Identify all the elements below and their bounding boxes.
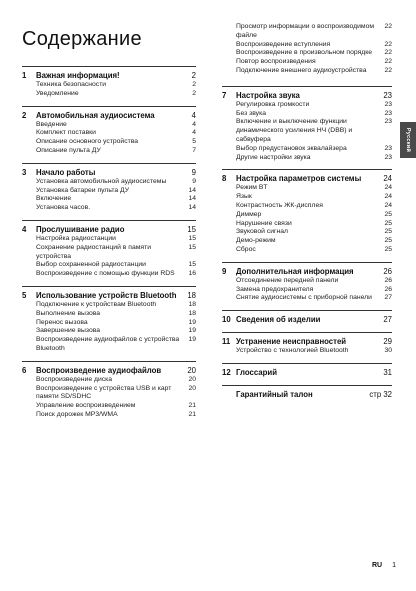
toc-section-page: 29 [383, 337, 392, 347]
toc-item[interactable] [222, 347, 392, 356]
toc-item-title: Воспроизведение в произвольном порядке [236, 49, 373, 57]
toc-section-number: 8 [222, 174, 227, 184]
toc-right-column [222, 23, 392, 407]
toc-item-page: 16 [188, 270, 196, 278]
toc-section [22, 163, 196, 213]
toc-section-number: 1 [22, 71, 27, 80]
toc-item-title: Устройство с технологией Bluetooth [236, 347, 349, 355]
toc-item-title: Повтор воспроизведения [236, 58, 316, 66]
toc-item-page: 14 [188, 204, 196, 212]
toc-item-indent [222, 23, 236, 41]
toc-item[interactable] [222, 41, 392, 50]
toc-section-title: Автомобильная аудиосистема [36, 110, 155, 120]
toc-section-heading[interactable] [222, 91, 392, 101]
toc-section-number [222, 390, 236, 400]
toc-item-page: 21 [188, 402, 196, 410]
toc-item[interactable] [222, 101, 392, 110]
toc-item[interactable] [222, 277, 392, 286]
toc-section [22, 66, 196, 99]
toc-item[interactable] [22, 235, 196, 244]
toc-item-indent [222, 220, 236, 229]
toc-item[interactable] [22, 81, 196, 90]
toc-item-page: 22 [384, 58, 392, 66]
toc-item-title: Режим BT [236, 184, 268, 192]
toc-item-title: Выполнение вызова [36, 309, 101, 317]
toc-item-page: 26 [384, 276, 392, 284]
language-side-tab-label: Русский [405, 127, 412, 153]
toc-item-title: Контрастность ЖК-дисплея [236, 201, 323, 209]
toc-item-page: 23 [384, 118, 392, 126]
toc-section-title: Глоссарий [236, 367, 277, 377]
toc-item-indent [22, 376, 36, 385]
toc-item-indent [222, 347, 236, 356]
toc-item[interactable] [22, 402, 196, 411]
toc-item[interactable] [222, 211, 392, 220]
page-title: Содержание [22, 28, 142, 50]
toc-item-page: 4 [192, 120, 196, 128]
toc-item-indent [22, 121, 36, 130]
toc-item-title: Перенос вызова [36, 318, 88, 326]
toc-item-page: 18 [188, 300, 196, 308]
toc-item-title: Описание пульта ДУ [36, 146, 101, 154]
toc-item-indent [222, 41, 236, 50]
toc-item[interactable] [222, 202, 392, 211]
toc-section-page: 31 [383, 367, 392, 377]
toc-item[interactable] [222, 154, 392, 163]
toc-item-indent [222, 49, 236, 58]
toc-item-indent [22, 195, 36, 204]
toc-item-title: Сохранение радиостанций в памяти устройства [36, 243, 151, 260]
toc-left-column [22, 66, 196, 427]
toc-item-page: 15 [188, 261, 196, 269]
toc-item-indent [22, 319, 36, 328]
toc-item-indent [22, 129, 36, 138]
toc-item-page: 24 [384, 201, 392, 209]
toc-item-indent [22, 261, 36, 270]
toc-item[interactable] [22, 147, 196, 156]
toc-section-heading[interactable] [22, 111, 196, 121]
toc-item[interactable] [22, 138, 196, 147]
toc-item-indent [22, 327, 36, 336]
toc-section-title: Устранение неисправностей [236, 337, 347, 347]
toc-item-indent [222, 110, 236, 119]
toc-section [222, 385, 392, 400]
toc-item[interactable] [222, 286, 392, 295]
toc-section-number: 9 [222, 266, 227, 276]
toc-item-title: Выбор сохраненной радиостанции [36, 261, 146, 269]
toc-item-indent [22, 336, 36, 354]
toc-item-indent [22, 310, 36, 319]
toc-item-title: Описание основного устройства [36, 138, 139, 146]
toc-item-page: 4 [192, 129, 196, 137]
toc-item-indent [22, 235, 36, 244]
toc-item-indent [222, 154, 236, 163]
toc-item-title: Включение [36, 195, 72, 203]
toc-item-indent [222, 67, 236, 76]
toc-item-indent [22, 204, 36, 213]
toc-item-indent [222, 286, 236, 295]
toc-item-page: 21 [188, 410, 196, 418]
language-side-tab [400, 122, 416, 158]
toc-item[interactable] [222, 184, 392, 193]
toc-item-page: 15 [188, 243, 196, 251]
toc-item-indent [22, 244, 36, 262]
toc-section-heading[interactable] [22, 291, 196, 301]
toc-item-title: Настройка радиостанции [36, 234, 116, 242]
toc-section-title: Воспроизведение аудиофайлов [36, 365, 162, 375]
toc-item[interactable] [22, 336, 196, 354]
toc-item[interactable] [22, 327, 196, 336]
toc-section-title: Прослушивание радио [36, 224, 125, 234]
toc-item-title: Управление воспроизведением [36, 402, 136, 410]
toc-item[interactable] [22, 178, 196, 187]
toc-item-title: Воспроизведение с устройства USB и карт памяти SD/SDHC [36, 384, 172, 401]
toc-item-indent [222, 277, 236, 286]
toc-item[interactable] [22, 301, 196, 310]
toc-item-indent [22, 270, 36, 279]
toc-item-page: 20 [188, 384, 196, 392]
toc-item-title: Воспроизведение диска [36, 375, 113, 383]
toc-section-heading[interactable] [222, 337, 392, 347]
toc-item[interactable] [222, 145, 392, 154]
toc-item[interactable] [222, 23, 392, 41]
toc-item[interactable] [22, 90, 196, 99]
toc-item-page: 24 [384, 193, 392, 201]
toc-item-page: 19 [188, 327, 196, 335]
toc-section-title: Дополнительная информация [236, 266, 354, 276]
toc-item-indent [22, 411, 36, 420]
toc-item-page: 15 [188, 234, 196, 242]
toc-section-heading[interactable] [22, 366, 196, 376]
toc-item-page: 23 [384, 153, 392, 161]
toc-item-title: Нарушение связи [236, 219, 292, 227]
toc-item-page: 27 [384, 294, 392, 302]
toc-item-title: Без звука [236, 109, 266, 117]
toc-section-heading[interactable] [222, 267, 392, 277]
toc-item-indent [222, 101, 236, 110]
toc-item-indent [22, 187, 36, 196]
toc-item-indent [222, 184, 236, 193]
toc-item-title: Регулировка громкости [236, 100, 310, 108]
toc-section-page: 26 [383, 266, 392, 276]
toc-section-number: 5 [22, 290, 27, 300]
toc-item-indent [22, 147, 36, 156]
toc-item-page: 19 [188, 336, 196, 344]
toc-item[interactable] [222, 67, 392, 76]
toc-item-title: Установка автомобильной аудиосистемы [36, 177, 167, 185]
toc-item-page: 23 [384, 144, 392, 152]
toc-section [22, 106, 196, 156]
toc-item-indent [222, 294, 236, 303]
toc-section-number: 11 [222, 337, 231, 347]
toc-item[interactable] [22, 121, 196, 130]
toc-item-title: Выбор предустановок эквалайзера [236, 144, 347, 152]
toc-section-page: 2 [191, 71, 196, 80]
toc-item[interactable] [222, 110, 392, 119]
toc-item[interactable] [22, 411, 196, 420]
toc-item-title: Поиск дорожек MP3/WMA [36, 410, 118, 418]
toc-section-number: 3 [22, 167, 27, 177]
toc-item-page: 30 [384, 347, 392, 355]
toc-item[interactable] [22, 244, 196, 262]
toc-item-page: 14 [188, 186, 196, 194]
toc-section-number: 7 [222, 90, 227, 100]
toc-item-page: 20 [188, 375, 196, 383]
toc-section-title: Начало работы [36, 167, 96, 177]
toc-item[interactable] [222, 246, 392, 255]
toc-section-heading[interactable] [222, 390, 392, 400]
toc-item-title: Завершение вызова [36, 327, 101, 335]
toc-item-page: 25 [384, 237, 392, 245]
toc-section-number: 2 [22, 110, 27, 120]
toc-item[interactable] [222, 237, 392, 246]
toc-item-title: Воспроизведение аудиофайлов с устройства Bluetooth [36, 336, 180, 352]
toc-item-indent [22, 138, 36, 147]
toc-item-indent [222, 246, 236, 255]
toc-section-heading[interactable] [22, 225, 196, 235]
toc-section-title: Гарантийный талон [236, 389, 313, 399]
toc-item-indent [222, 145, 236, 154]
toc-section-page: 9 [191, 167, 196, 177]
toc-section [22, 361, 196, 420]
toc-section-title: Настройка параметров системы [236, 174, 362, 184]
toc-section-page: 27 [383, 315, 392, 325]
toc-item-page: 14 [188, 195, 196, 203]
toc-section-title: Важная информация! [36, 71, 120, 80]
toc-item-title: Звуковой сигнал [236, 228, 288, 236]
toc-item-page: 2 [192, 81, 196, 88]
toc-section-number: 10 [222, 315, 231, 325]
toc-item-page: 18 [188, 309, 196, 317]
toc-item-indent [22, 178, 36, 187]
toc-item-title: Воспроизведение вступления [236, 40, 331, 48]
toc-item[interactable] [22, 319, 196, 328]
toc-section-page: 23 [383, 90, 392, 100]
toc-item-title: Диммер [236, 210, 262, 218]
toc-item-indent [222, 237, 236, 246]
toc-item[interactable] [222, 193, 392, 202]
toc-item[interactable] [22, 385, 196, 403]
toc-section-page: 4 [191, 110, 196, 120]
toc-item[interactable] [22, 376, 196, 385]
toc-section [222, 363, 392, 378]
toc-item[interactable] [22, 204, 196, 213]
toc-item[interactable] [222, 228, 392, 237]
toc-section [222, 332, 392, 356]
toc-item[interactable] [22, 310, 196, 319]
toc-item-page: 5 [192, 138, 196, 146]
toc-item-page: 19 [188, 318, 196, 326]
toc-item-page: 22 [384, 23, 392, 30]
toc-item-title: Подключение внешнего аудиоустройства [236, 66, 367, 74]
toc-section [22, 220, 196, 279]
toc-item-page: 23 [384, 100, 392, 108]
toc-item-page: 9 [192, 177, 196, 185]
toc-item-indent [222, 58, 236, 67]
toc-item-title: Сброс [236, 245, 256, 253]
toc-section-number: 4 [22, 224, 27, 234]
toc-section-number: 6 [22, 365, 27, 375]
footer-page-number: 1 [392, 562, 396, 569]
toc-section [22, 286, 196, 354]
toc-section-number: 12 [222, 367, 231, 377]
toc-item-title: Уведомление [36, 89, 79, 97]
toc-item-page: 22 [384, 40, 392, 48]
page-footer [372, 562, 396, 569]
toc-item-page: 23 [384, 109, 392, 117]
toc-item-page: 25 [384, 228, 392, 236]
toc-item-indent [22, 402, 36, 411]
toc-item-indent [222, 211, 236, 220]
toc-item-title: Установка часов. [36, 204, 91, 212]
toc-item-indent [222, 228, 236, 237]
toc-section-page: 18 [187, 290, 196, 300]
toc-item[interactable] [222, 294, 392, 303]
toc-section-heading[interactable] [222, 174, 392, 184]
footer-language: RU [371, 562, 383, 569]
toc-item[interactable] [22, 187, 196, 196]
toc-item-page: 26 [384, 285, 392, 293]
toc-section-page: 20 [187, 365, 196, 375]
toc-item-indent [222, 202, 236, 211]
toc-item-title: Язык [236, 193, 252, 201]
toc-item[interactable] [22, 129, 196, 138]
toc-item-page: 25 [384, 210, 392, 218]
toc-item-page: 22 [384, 49, 392, 57]
toc-item-indent [22, 90, 36, 99]
toc-continued-items [222, 23, 392, 76]
toc-item-page: 25 [384, 245, 392, 253]
toc-section [222, 169, 392, 254]
toc-section-title: Настройка звука [236, 90, 300, 100]
toc-item[interactable] [22, 195, 196, 204]
toc-section-heading[interactable] [222, 368, 392, 378]
toc-section [222, 310, 392, 325]
toc-item-title: Комплект поставки [36, 129, 96, 137]
toc-item-indent [22, 81, 36, 90]
toc-item-page: 24 [384, 184, 392, 192]
toc-section-title: Использование устройств Bluetooth [36, 290, 177, 300]
toc-item-title: Техника безопасности [36, 81, 107, 88]
toc-section-page: стр 32 [369, 389, 392, 399]
toc-item-title: Включение и выключение функции динамического усиления НЧ (DBB) и сабвуфера [236, 118, 353, 143]
toc-item[interactable] [22, 270, 196, 279]
toc-item-indent [222, 193, 236, 202]
toc-section-page: 15 [187, 224, 196, 234]
toc-item-title: Просмотр информации о воспроизводимом файле [236, 23, 375, 39]
toc-item-page: 2 [192, 89, 196, 97]
toc-item-indent [22, 385, 36, 403]
toc-item-title: Воспроизведение с помощью функции RDS [36, 270, 175, 278]
toc-item-title: Снятие аудиосистемы с приборной панели [236, 294, 372, 302]
toc-section-heading[interactable] [222, 315, 392, 325]
toc-item-page: 22 [384, 66, 392, 74]
toc-item-title: Демо-режим [236, 237, 276, 245]
toc-item-title: Другие настройки звука [236, 153, 311, 161]
toc-item-title: Отсоединение передней панели [236, 276, 339, 284]
toc-item-page: 25 [384, 219, 392, 227]
toc-item-title: Введение [36, 120, 67, 128]
toc-section-page: 24 [383, 174, 392, 184]
toc-item[interactable] [22, 261, 196, 270]
toc-item[interactable] [222, 118, 392, 144]
toc-section [222, 86, 392, 163]
toc-item[interactable] [222, 58, 392, 67]
toc-item-title: Замена предохранителя [236, 285, 314, 293]
toc-item-indent [222, 118, 236, 144]
toc-item-page: 7 [192, 146, 196, 154]
toc-item[interactable] [222, 49, 392, 58]
toc-section-heading[interactable] [22, 168, 196, 178]
toc-section-heading[interactable] [22, 71, 196, 81]
toc-section-title: Сведения об изделии [236, 315, 321, 325]
toc-item-title: Установка батареи пульта ДУ [36, 186, 130, 194]
toc-item-indent [22, 301, 36, 310]
toc-section [222, 262, 392, 303]
toc-item-title: Подключение к устройствам Bluetooth [36, 300, 157, 308]
